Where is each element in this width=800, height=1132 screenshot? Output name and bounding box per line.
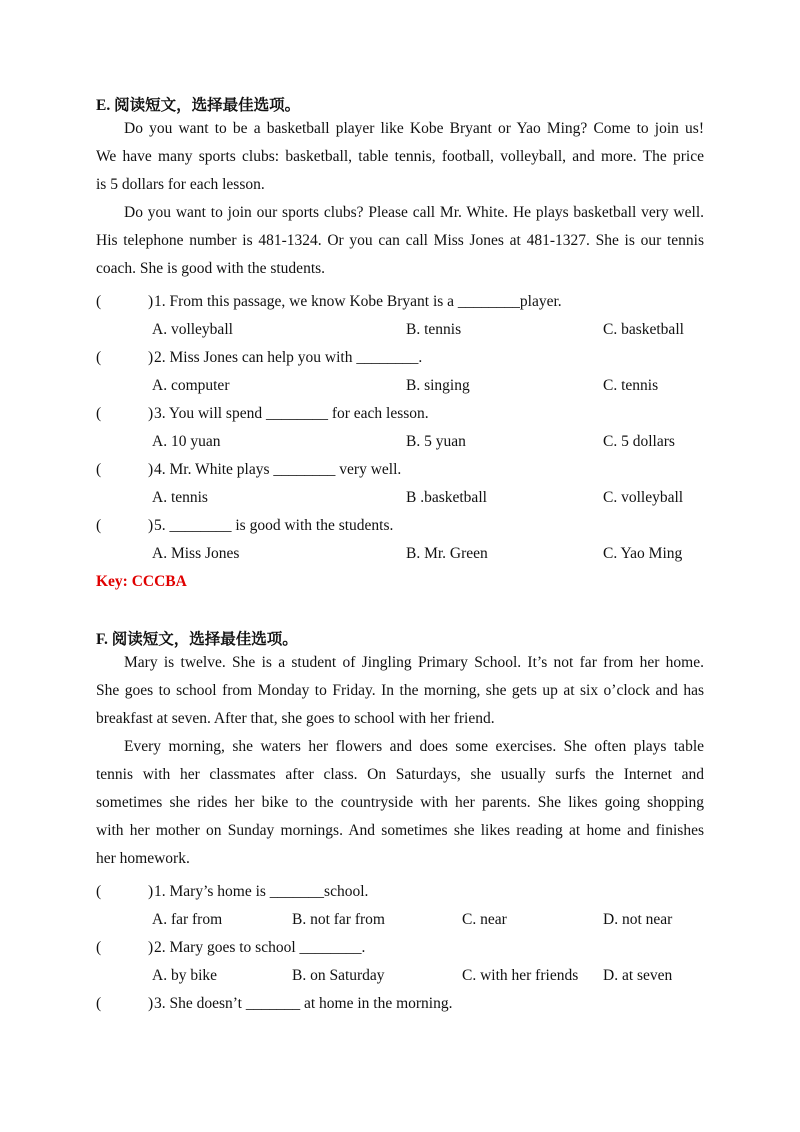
option: B. 5 yuan: [406, 433, 466, 450]
paragraph-line: her homework.: [96, 850, 190, 867]
option: B. on Saturday: [292, 967, 385, 984]
question-row: [96, 400, 704, 428]
answer-blank[interactable]: [104, 990, 144, 1018]
paragraph-line: breakfast at seven. After that, she goes to school with her friend.: [96, 710, 495, 727]
question-text: 3. You will spend ________ for each lesson.: [154, 405, 429, 422]
answer-blank[interactable]: [104, 400, 144, 428]
option: C. 5 dollars: [603, 433, 675, 450]
question-row: [96, 456, 704, 484]
question-row: [96, 344, 704, 372]
answer-paren-close: ): [148, 883, 154, 900]
answer-paren-close: ): [148, 517, 154, 534]
options-row: [96, 906, 704, 934]
answer-blank[interactable]: [104, 456, 144, 484]
question-row: [96, 512, 704, 540]
paragraph-line: tennis with her classmates after class. On Saturdays, she usually surfs the Internet and: [96, 766, 704, 783]
section-heading: F. 阅读短文，选择最佳选项。: [96, 631, 298, 648]
option: C. tennis: [603, 377, 659, 394]
question-text: 1. From this passage, we know Kobe Bryant is a ________player.: [154, 293, 562, 310]
answer-paren-close: ): [148, 939, 154, 956]
question-text: 2. Miss Jones can help you with ________.: [154, 349, 423, 366]
option: A. far from: [152, 911, 223, 928]
option: B. tennis: [406, 321, 462, 338]
question-text: 3. She doesn’t _______ at home in the morning.: [154, 995, 453, 1012]
question-row: [96, 288, 704, 316]
option: A. computer: [152, 377, 230, 394]
answer-paren-open: (: [96, 405, 102, 422]
section-f: [96, 626, 704, 1018]
question-text: 4. Mr. White plays ________ very well.: [154, 461, 402, 478]
answer-paren-open: (: [96, 995, 102, 1012]
option: B. not far from: [292, 911, 385, 928]
options-row: [96, 962, 704, 990]
paragraph-line: Every morning, she waters her flowers and does some exercises. She often plays table: [124, 738, 704, 755]
question-text: 5. ________ is good with the students.: [154, 517, 394, 534]
answer-paren-close: ): [148, 349, 154, 366]
answer-key: Key: CCCBA: [96, 573, 187, 590]
option: C. Yao Ming: [603, 545, 683, 562]
question-row: [96, 878, 704, 906]
paragraph-line: She goes to school from Monday to Friday. In the morning, she gets up at six o’clock and has: [96, 682, 704, 699]
paragraph-line: Do you want to join our sports clubs? Please call Mr. White. He plays basketball very well.: [124, 204, 704, 221]
options-row: [96, 540, 704, 568]
options-row: [96, 484, 704, 512]
options-row: [96, 316, 704, 344]
paragraph-line: is 5 dollars for each lesson.: [96, 176, 265, 193]
answer-blank[interactable]: [104, 934, 144, 962]
option: C. near: [462, 911, 507, 928]
answer-paren-close: ): [148, 995, 154, 1012]
answer-paren-open: (: [96, 883, 102, 900]
option: B. singing: [406, 377, 470, 394]
paragraph-line: with her mother on Sunday mornings. And sometimes she likes reading at home and finishes: [96, 822, 704, 839]
option: A. volleyball: [152, 321, 233, 338]
option: B. Mr. Green: [406, 545, 488, 562]
question-row: [96, 990, 704, 1018]
paragraph-line: Mary is twelve. She is a student of Jingling Primary School. It’s not far from her home.: [124, 654, 704, 671]
option: D. at seven: [603, 967, 673, 984]
answer-paren-close: ): [148, 461, 154, 478]
paragraph-line: We have many sports clubs: basketball, table tennis, football, volleyball, and more. The price: [96, 148, 704, 165]
answer-paren-open: (: [96, 939, 102, 956]
paragraph-line: coach. She is good with the students.: [96, 260, 326, 277]
option: A. Miss Jones: [152, 545, 240, 562]
question-text: 2. Mary goes to school ________.: [154, 939, 366, 956]
answer-blank[interactable]: [104, 288, 144, 316]
answer-paren-open: (: [96, 517, 102, 534]
option: A. 10 yuan: [152, 433, 221, 450]
option: A. by bike: [152, 967, 218, 984]
section-heading: E. 阅读短文，选择最佳选项。: [96, 97, 301, 114]
paragraph-line: sometimes she rides her bike to the countryside with her parents. She likes going shopping: [96, 794, 704, 811]
option: D. not near: [603, 911, 673, 928]
answer-paren-close: ): [148, 293, 154, 310]
answer-blank[interactable]: [104, 512, 144, 540]
answer-paren-close: ): [148, 405, 154, 422]
option: C. volleyball: [603, 489, 684, 506]
answer-paren-open: (: [96, 349, 102, 366]
answer-paren-open: (: [96, 461, 102, 478]
answer-blank[interactable]: [104, 344, 144, 372]
section-e: [96, 92, 704, 596]
paragraph-line: Do you want to be a basketball player like Kobe Bryant or Yao Ming? Come to join us!: [124, 120, 704, 137]
paragraph-line: His telephone number is 481-1324. Or you can call Miss Jones at 481-1327. She is our tennis: [96, 232, 704, 249]
answer-paren-open: (: [96, 293, 102, 310]
option: B .basketball: [406, 489, 487, 506]
options-row: [96, 372, 704, 400]
option: C. basketball: [603, 321, 684, 338]
options-row: [96, 428, 704, 456]
question-row: [96, 934, 704, 962]
question-text: 1. Mary’s home is _______school.: [154, 883, 369, 900]
option: C. with her friends: [462, 967, 579, 984]
option: A. tennis: [152, 489, 208, 506]
answer-blank[interactable]: [104, 878, 144, 906]
